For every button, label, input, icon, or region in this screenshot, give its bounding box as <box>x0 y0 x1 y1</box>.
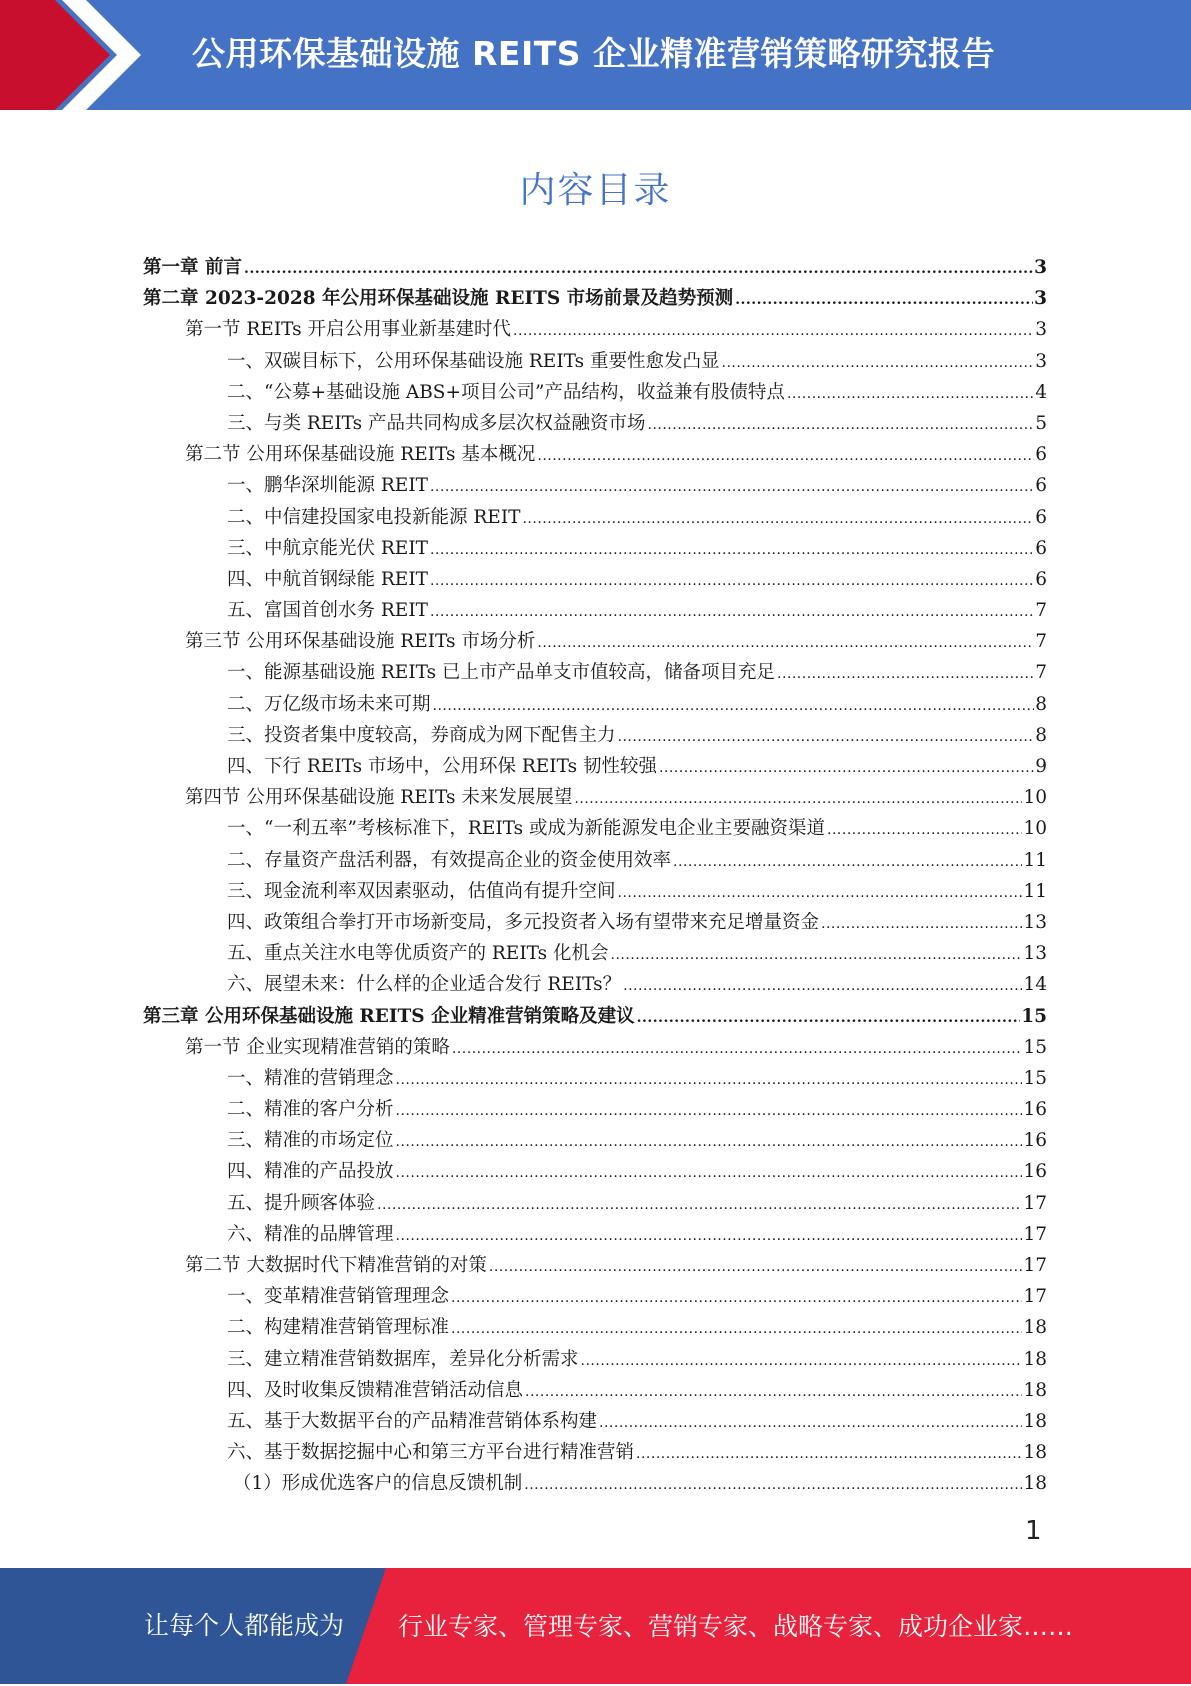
toc-dot-leader <box>787 387 1034 401</box>
toc-dot-leader <box>524 1478 1022 1492</box>
toc-dot-leader <box>430 543 1034 557</box>
toc-entry-page: 13 <box>1023 911 1047 933</box>
toc-entry-title: 四、政策组合拳打开市场新变局，多元投资者入场有望带来充足增量资金 <box>227 911 820 933</box>
toc-entry[interactable] <box>143 1126 1047 1157</box>
toc-entry-page: 8 <box>1035 693 1047 715</box>
table-of-contents <box>143 253 1047 1501</box>
toc-entry[interactable] <box>143 378 1047 409</box>
toc-entry[interactable] <box>143 908 1047 939</box>
toc-entry-title: 第一节 企业实现精准营销的策略 <box>185 1036 450 1058</box>
toc-dot-leader <box>396 1229 1023 1243</box>
toc-entry[interactable] <box>143 565 1047 596</box>
toc-entry[interactable] <box>143 814 1047 845</box>
footer-slogan-right: 行业专家、管理专家、营销专家、战略专家、成功企业家…… <box>398 1612 1074 1641</box>
toc-entry-page: 14 <box>1023 974 1047 996</box>
toc-entry-title: 三、投资者集中度较高，券商成为网下配售主力 <box>227 724 616 746</box>
toc-entry-title: 四、中航首钢绿能 REIT <box>227 568 428 590</box>
toc-entry[interactable] <box>143 253 1047 284</box>
toc-dot-leader <box>777 667 1034 681</box>
toc-entry-page: 11 <box>1023 849 1047 871</box>
toc-entry-page: 7 <box>1035 662 1047 684</box>
toc-entry-title: 第四节 公用环保基础设施 REITs 未来发展展望 <box>185 787 573 809</box>
toc-entry[interactable] <box>143 503 1047 534</box>
toc-dot-leader <box>618 730 1035 744</box>
toc-entry-title: 四、及时收集反馈精准营销活动信息 <box>227 1379 524 1401</box>
toc-entry-page: 18 <box>1023 1379 1047 1401</box>
toc-dot-leader <box>537 449 1034 463</box>
toc-entry-title: 第二章 2023-2028 年公用环保基础设施 REITS 市场前景及趋势预测 <box>143 288 734 310</box>
toc-entry-page: 16 <box>1023 1130 1047 1152</box>
toc-dot-leader <box>827 823 1022 837</box>
toc-dot-leader <box>522 512 1034 526</box>
toc-entry-page: 6 <box>1035 475 1047 497</box>
toc-entry[interactable] <box>143 1033 1047 1064</box>
toc-dot-leader <box>396 1104 1023 1118</box>
toc-entry-page: 3 <box>1035 319 1047 341</box>
toc-entry-page: 10 <box>1023 818 1047 840</box>
toc-entry[interactable] <box>143 347 1047 378</box>
toc-entry-title: 四、下行 REITs 市场中，公用环保 REITs 韧性较强 <box>227 756 657 777</box>
toc-entry-title: 五、重点关注水电等优质资产的 REITs 化机会 <box>227 943 609 965</box>
toc-entry-title: 一、精准的营销理念 <box>227 1067 394 1089</box>
toc-entry-title: 三、建立精准营销数据库，差异化分析需求 <box>227 1348 579 1370</box>
toc-entry-title: 二、构建精准营销管理标准 <box>227 1317 450 1339</box>
toc-dot-leader <box>244 262 1033 276</box>
toc-dot-leader <box>396 1135 1023 1149</box>
toc-entry[interactable] <box>143 877 1047 908</box>
footer-banner <box>0 1568 1191 1684</box>
toc-entry[interactable] <box>143 1469 1047 1500</box>
toc-entry[interactable] <box>143 1345 1047 1376</box>
toc-dot-leader <box>574 792 1022 806</box>
toc-entry[interactable] <box>143 534 1047 565</box>
toc-entry[interactable] <box>143 1282 1047 1313</box>
toc-entry[interactable] <box>143 690 1047 721</box>
toc-entry-page: 7 <box>1035 631 1047 653</box>
toc-entry-title: 二、“公募+基础设施 ABS+项目公司”产品结构，收益兼有股债特点 <box>227 381 785 403</box>
toc-dot-leader <box>623 979 1022 993</box>
toc-dot-leader <box>451 1322 1022 1336</box>
toc-dot-leader <box>451 1291 1022 1305</box>
toc-entry-title: 第三节 公用环保基础设施 REITs 市场分析 <box>185 631 536 653</box>
toc-entry-page: 15 <box>1023 1067 1047 1089</box>
toc-entry-page: 18 <box>1023 1348 1047 1370</box>
toc-entry-title: 六、精准的品牌管理 <box>227 1223 394 1245</box>
toc-entry-page: 18 <box>1023 1410 1047 1432</box>
toc-entry-title: 一、鹏华深圳能源 REIT <box>227 475 428 497</box>
toc-entry-title: 六、基于数据挖掘中心和第三方平台进行精准营销 <box>227 1442 635 1464</box>
toc-entry-page: 6 <box>1035 537 1047 559</box>
toc-entry[interactable] <box>143 596 1047 627</box>
toc-entry-title: （1）形成优选客户的信息反馈机制 <box>233 1473 523 1495</box>
toc-entry-page: 6 <box>1035 568 1047 590</box>
toc-dot-leader <box>648 418 1035 432</box>
toc-entry-title: 二、万亿级市场未来可期 <box>227 693 431 715</box>
toc-entry[interactable] <box>143 1220 1047 1251</box>
toc-entry-title: 第二节 公用环保基础设施 REITs 基本概况 <box>185 444 536 466</box>
toc-entry-page: 18 <box>1023 1473 1047 1495</box>
toc-entry[interactable] <box>143 315 1047 346</box>
toc-entry-page: 17 <box>1023 1255 1047 1276</box>
toc-entry-title: 第一章 前言 <box>143 257 242 278</box>
toc-entry[interactable] <box>143 1251 1047 1282</box>
toc-entry-title: 二、精准的客户分析 <box>227 1099 394 1121</box>
toc-dot-leader <box>377 1198 1022 1212</box>
toc-entry-page: 9 <box>1035 756 1047 777</box>
toc-entry-title: 三、与类 REITs 产品共同构成多层次权益融资市场 <box>227 412 646 434</box>
toc-entry-page: 4 <box>1035 381 1047 403</box>
toc-entry-title: 二、存量资产盘活利器，有效提高企业的资金使用效率 <box>227 849 672 871</box>
toc-dot-leader <box>430 574 1034 588</box>
toc-entry[interactable] <box>143 1376 1047 1407</box>
toc-entry-title: 三、精准的市场定位 <box>227 1130 394 1152</box>
toc-entry-page: 3 <box>1035 350 1047 372</box>
toc-dot-leader <box>599 1416 1022 1430</box>
toc-entry-page: 13 <box>1023 943 1047 965</box>
toc-dot-leader <box>396 1073 1023 1087</box>
toc-entry-title: 一、双碳目标下，公用环保基础设施 REITs 重要性愈发凸显 <box>227 350 720 372</box>
toc-dot-leader <box>618 886 1023 900</box>
toc-dot-leader <box>396 1166 1023 1180</box>
toc-entry-page: 16 <box>1023 1099 1047 1121</box>
toc-entry[interactable] <box>143 1002 1047 1033</box>
toc-entry-page: 8 <box>1035 724 1047 746</box>
toc-entry-title: 一、“一利五率”考核标准下，REITs 或成为新能源发电企业主要融资渠道 <box>227 818 826 840</box>
toc-dot-leader <box>513 324 1034 338</box>
toc-entry-title: 五、基于大数据平台的产品精准营销体系构建 <box>227 1410 598 1432</box>
toc-dot-leader <box>581 1354 1023 1368</box>
toc-entry-page: 5 <box>1035 412 1047 434</box>
toc-dot-leader <box>722 356 1035 370</box>
toc-entry-title: 第一节 REITs 开启公用事业新基建时代 <box>185 319 511 341</box>
toc-entry-page: 18 <box>1023 1442 1047 1464</box>
toc-entry[interactable] <box>143 440 1047 471</box>
toc-entry[interactable] <box>143 721 1047 752</box>
toc-entry-title: 五、富国首创水务 REIT <box>227 600 428 622</box>
toc-entry[interactable] <box>143 1438 1047 1469</box>
toc-entry[interactable] <box>143 1407 1047 1438</box>
toc-dot-leader <box>430 480 1034 494</box>
toc-entry-page: 15 <box>1021 1005 1047 1027</box>
toc-entry-page: 17 <box>1023 1223 1047 1245</box>
toc-dot-leader <box>489 1260 1023 1274</box>
toc-entry[interactable] <box>143 970 1047 1001</box>
toc-entry-page: 17 <box>1023 1286 1047 1308</box>
header-banner <box>0 0 1191 110</box>
toc-entry[interactable] <box>143 471 1047 502</box>
toc-entry[interactable] <box>143 284 1047 315</box>
toc-dot-leader <box>452 1042 1023 1056</box>
toc-entry-title: 一、能源基础设施 REITs 已上市产品单支市值较高，储备项目充足 <box>227 662 775 684</box>
toc-entry-title: 第二节 大数据时代下精准营销的对策 <box>185 1255 487 1276</box>
toc-entry[interactable] <box>143 939 1047 970</box>
toc-entry[interactable] <box>143 1313 1047 1344</box>
toc-entry-title: 第三章 公用环保基础设施 REITS 企业精准营销策略及建议 <box>143 1005 635 1027</box>
toc-entry-title: 四、精准的产品投放 <box>227 1161 394 1183</box>
toc-entry-page: 3 <box>1034 257 1047 278</box>
toc-entry-page: 16 <box>1023 1161 1047 1183</box>
toc-entry-page: 11 <box>1023 880 1047 902</box>
toc-entry-title: 一、变革精准营销管理理念 <box>227 1286 450 1308</box>
toc-entry-page: 17 <box>1023 1192 1047 1214</box>
toc-entry-page: 10 <box>1023 787 1047 809</box>
toc-entry[interactable] <box>143 752 1047 783</box>
toc-dot-leader <box>735 293 1033 307</box>
toc-entry-title: 五、提升顾客体验 <box>227 1192 376 1214</box>
toc-entry-title: 三、现金流利率双因素驱动，估值尚有提升空间 <box>227 880 616 902</box>
toc-dot-leader <box>637 1011 1021 1025</box>
toc-entry[interactable] <box>143 1157 1047 1188</box>
page-number: 1 <box>1025 1516 1042 1546</box>
toc-dot-leader <box>537 636 1034 650</box>
toc-entry-page: 7 <box>1035 600 1047 622</box>
toc-entry-title: 三、中航京能光伏 REIT <box>227 537 428 559</box>
toc-dot-leader <box>821 917 1022 931</box>
toc-dot-leader <box>611 948 1023 962</box>
toc-dot-leader <box>430 605 1034 619</box>
footer-slogan-left: 让每个人都能成为 <box>144 1611 345 1640</box>
toc-entry[interactable] <box>143 1064 1047 1095</box>
header-arrow-decoration <box>0 0 160 110</box>
toc-entry[interactable] <box>143 846 1047 877</box>
toc-heading: 内容目录 <box>519 170 672 211</box>
toc-entry-title: 二、中信建投国家电投新能源 REIT <box>227 506 521 528</box>
toc-entry-page: 6 <box>1035 506 1047 528</box>
toc-entry[interactable] <box>143 1095 1047 1126</box>
toc-dot-leader <box>659 761 1034 775</box>
toc-dot-leader <box>673 855 1022 869</box>
toc-entry[interactable] <box>143 1189 1047 1220</box>
toc-entry[interactable] <box>143 783 1047 814</box>
toc-entry-page: 3 <box>1034 288 1047 310</box>
toc-entry[interactable] <box>143 627 1047 658</box>
toc-dot-leader <box>525 1385 1022 1399</box>
toc-entry-title: 六、展望未来：什么样的企业适合发行 REITs？ <box>227 974 622 996</box>
report-title: 公用环保基础设施 REITS 企业精准营销策略研究报告 <box>192 34 995 73</box>
toc-dot-leader <box>636 1447 1022 1461</box>
toc-entry[interactable] <box>143 409 1047 440</box>
toc-entry-page: 15 <box>1023 1036 1047 1058</box>
toc-entry-page: 6 <box>1035 444 1047 466</box>
toc-entry-page: 18 <box>1023 1317 1047 1339</box>
toc-dot-leader <box>433 699 1035 713</box>
toc-entry[interactable] <box>143 658 1047 689</box>
